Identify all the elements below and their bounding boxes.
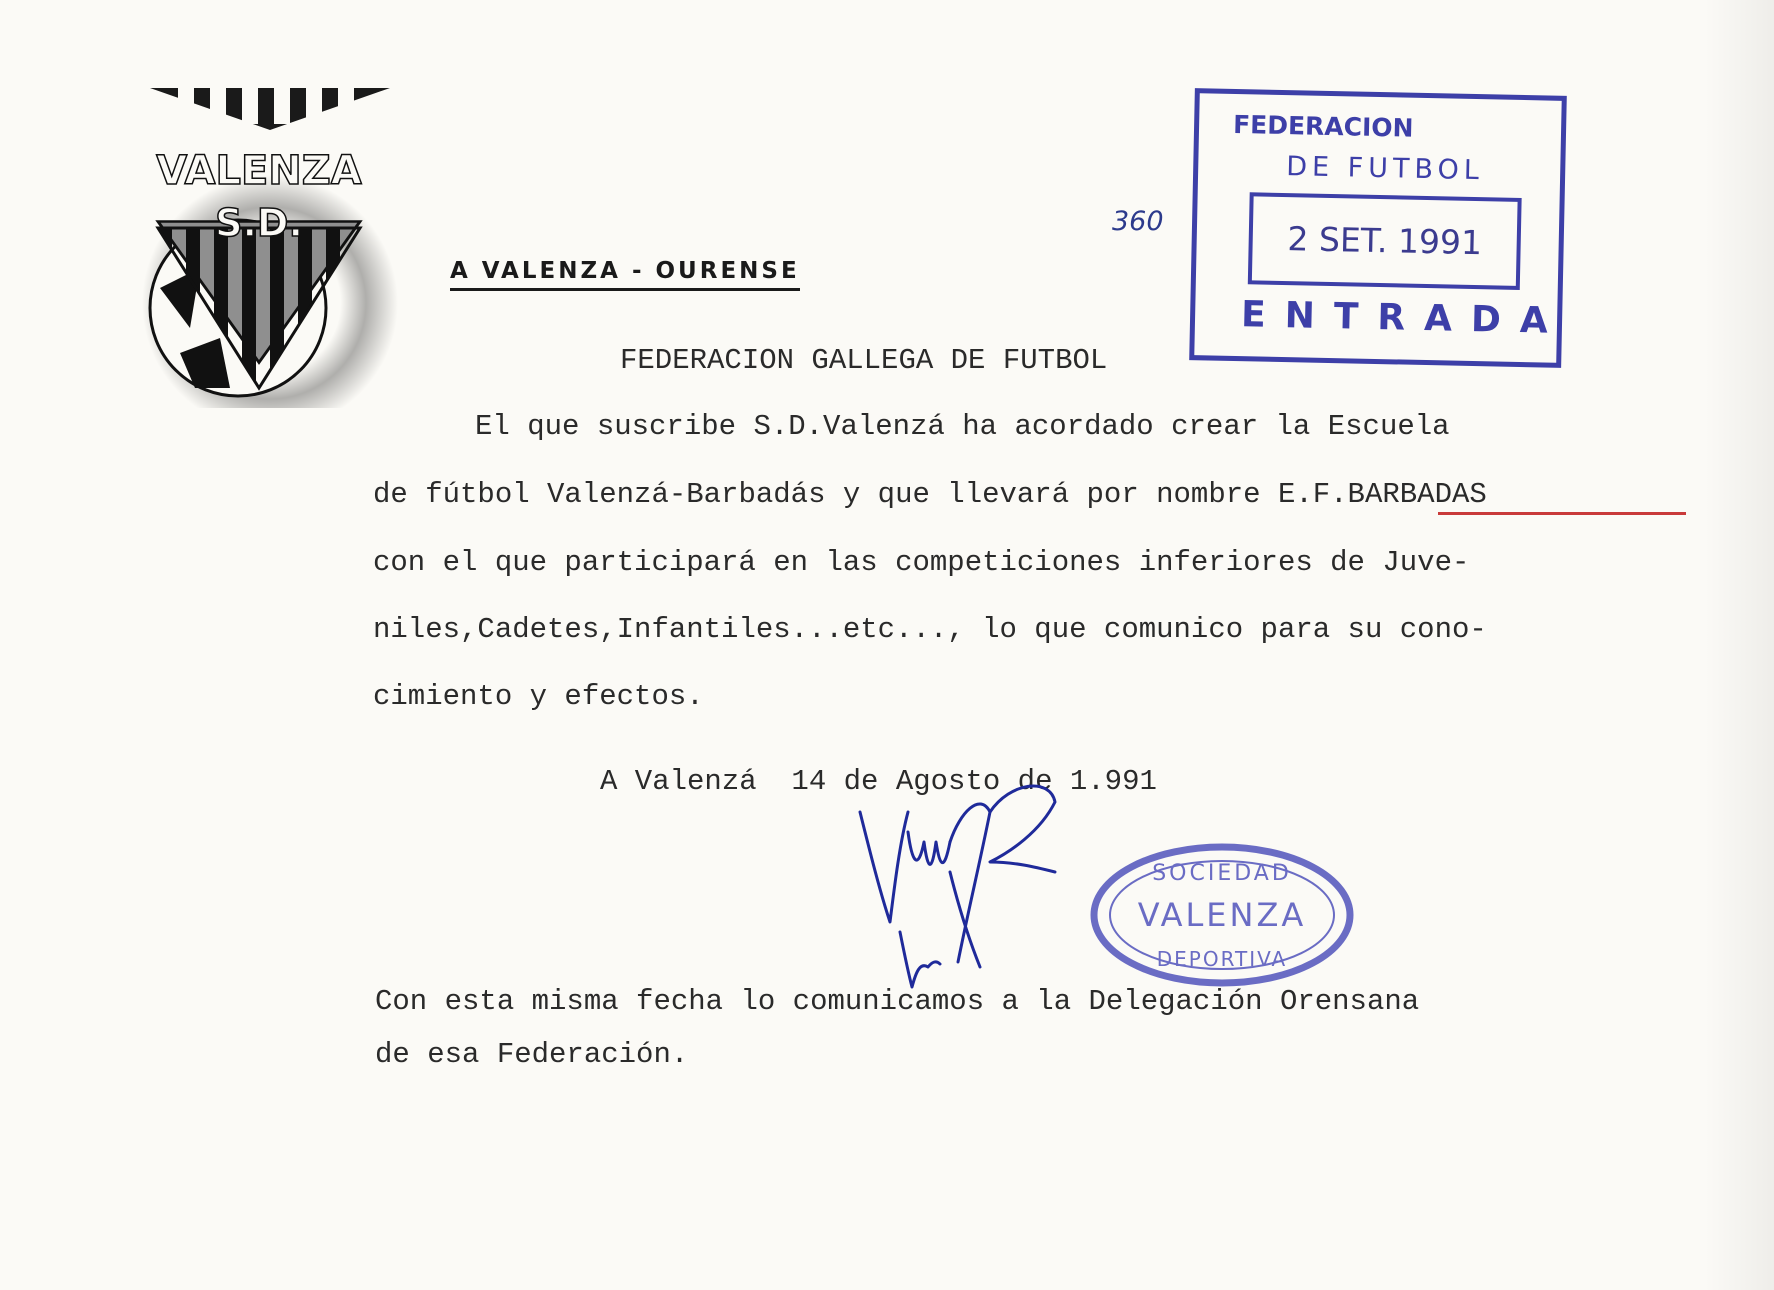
letter-body-line-5: cimiento y efectos.: [373, 680, 704, 713]
seal-top-text: SOCIEDAD: [1152, 861, 1292, 886]
stamp-line-entrada: ENTRADA: [1240, 294, 1568, 342]
red-underline-mark: [1438, 512, 1686, 515]
federation-entry-stamp: [1189, 88, 1567, 368]
letter-date-line: A Valenzá 14 de Agosto de 1.991: [600, 765, 1157, 798]
letterhead-address: A VALENZA - OURENSE: [450, 258, 800, 291]
seal-middle-text: VALENZA: [1137, 896, 1307, 934]
letter-recipient: FEDERACION GALLEGA DE FUTBOL: [620, 344, 1108, 377]
letter-body-line-4: niles,Cadetes,Infantiles...etc..., lo que comunico para su cono-: [373, 613, 1487, 646]
crest-line-2: S.D.: [215, 201, 303, 245]
society-seal-stamp: [1088, 840, 1356, 990]
seal-bottom-text: DEPORTIVA: [1156, 947, 1288, 971]
handwritten-reference-number: 360: [1112, 206, 1164, 237]
crest-line-1: VALENZA: [156, 148, 362, 194]
club-crest-logo: [120, 88, 420, 408]
stamp-line-federacion: FEDERACION: [1232, 109, 1414, 143]
letter-footer-line-1: Con esta misma fecha lo comunicamos a la Delegación Orensana: [375, 985, 1420, 1018]
stamp-line-de-futbol: DE FUTBOL: [1285, 151, 1485, 187]
letter-body-line-2: de fútbol Valenzá-Barbadás y que llevará por nombre E.F.BARBADAS: [373, 478, 1487, 511]
paper-edge-shadow: [1704, 0, 1774, 1290]
letter-footer-line-2: de esa Federación.: [375, 1038, 689, 1071]
stamp-date: 2 SET. 1991: [1248, 192, 1522, 290]
handwritten-signature: [840, 772, 1080, 1002]
letter-body-line-1: El que suscribe S.D.Valenzá ha acordado crear la Escuela: [475, 410, 1450, 443]
letter-body-line-3: con el que participará en las competiciones inferiores de Juve-: [373, 546, 1470, 579]
